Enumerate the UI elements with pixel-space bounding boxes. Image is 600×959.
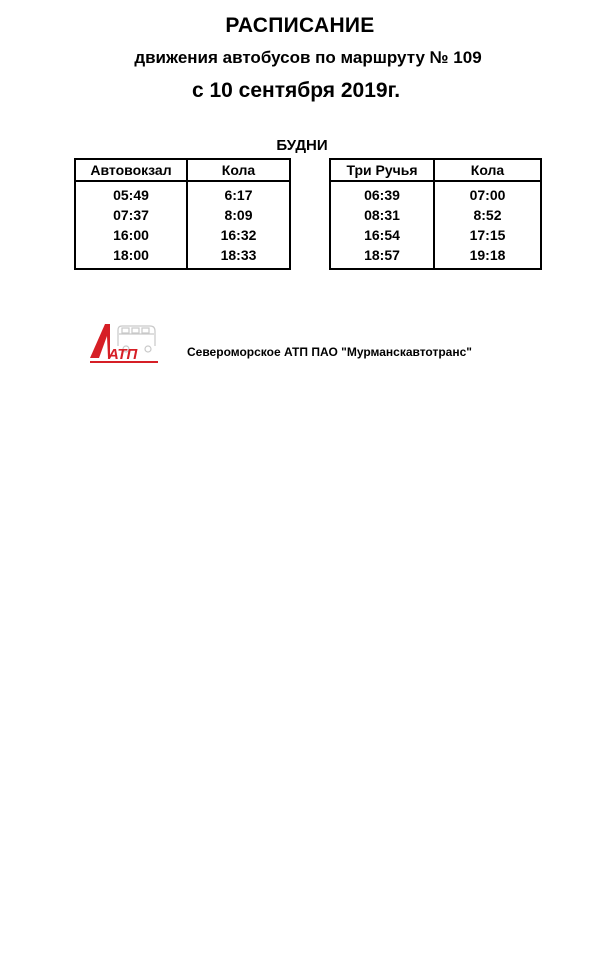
departure-time: 06:39: [330, 181, 434, 205]
table-row: [330, 181, 541, 205]
company-name: Североморское АТП ПАО "Мурманскавтотранс": [187, 345, 472, 359]
column-header-departure: Автовокзал: [75, 159, 187, 181]
table-row: [330, 225, 541, 245]
logo-text: АТП: [108, 346, 138, 363]
departure-time: 16:54: [330, 225, 434, 245]
arrival-time: 19:18: [469, 247, 506, 263]
arrival-time: 8:52: [473, 207, 502, 223]
departure-time: 18:00: [75, 245, 187, 269]
arrival-time: 8:09: [224, 207, 253, 223]
column-header-departure: Три Ручья: [330, 159, 434, 181]
departure-time: 05:49: [75, 181, 187, 205]
schedule-table-avtovokzal: [74, 158, 291, 270]
table-row: [330, 205, 541, 225]
column-header-arrival: Кола: [187, 159, 290, 181]
table-header-row: [330, 159, 541, 181]
arrival-time: 16:32: [220, 227, 257, 243]
table-header-row: [75, 159, 290, 181]
departure-time: 08:31: [330, 205, 434, 225]
route-subtitle: движения автобусов по маршруту № 109: [134, 48, 482, 67]
effective-date: с 10 сентября 2019г.: [191, 79, 401, 102]
departure-time: 07:37: [75, 205, 187, 225]
departure-time: 16:00: [75, 225, 187, 245]
atp-logo: [88, 322, 160, 364]
schedule-table-tri-ruchya: [329, 158, 542, 270]
page-title: РАСПИСАНИЕ: [225, 14, 375, 37]
arrival-time: 17:15: [469, 227, 506, 243]
table-row: [330, 245, 541, 269]
arrival-time: 18:33: [220, 247, 257, 263]
departure-time: 18:57: [330, 245, 434, 269]
day-type-label: БУДНИ: [276, 137, 328, 154]
column-header-arrival: Кола: [434, 159, 541, 181]
arrival-time: 6:17: [224, 187, 253, 203]
arrival-time: 07:00: [469, 187, 506, 203]
table-row: [75, 181, 290, 205]
table-row: [75, 205, 290, 225]
table-row: [75, 245, 290, 269]
table-row: [75, 225, 290, 245]
